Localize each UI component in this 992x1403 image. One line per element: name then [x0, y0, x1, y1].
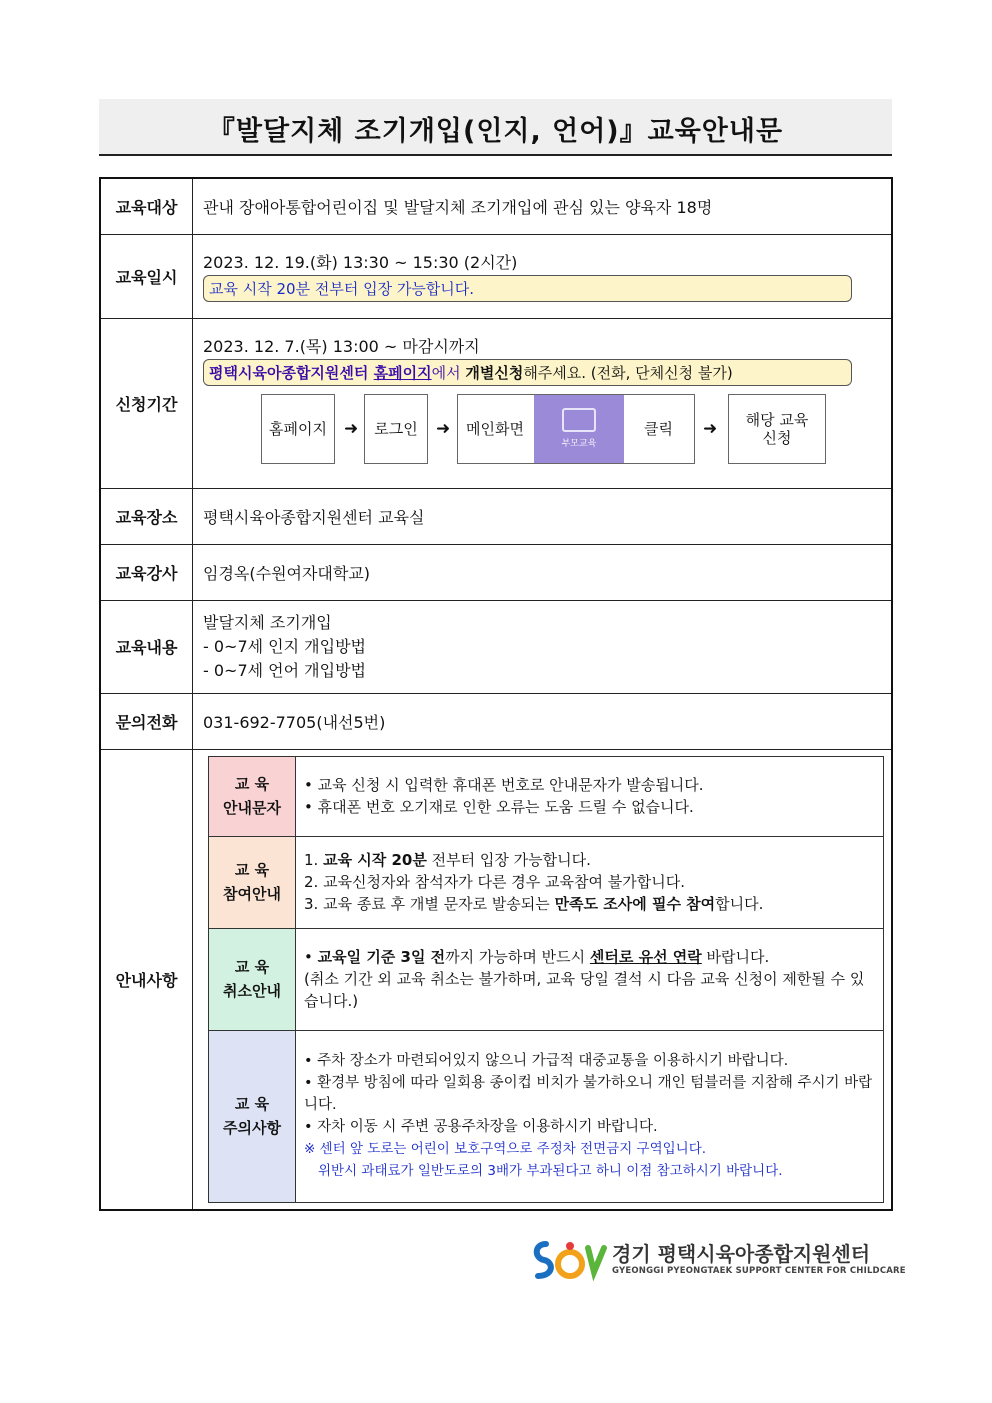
tile-caption: 부모교육 [561, 439, 597, 449]
logo-name-en: GYEONGGI PYEONGTAEK SUPPORT CENTER FOR CHILDCARE [612, 1266, 906, 1276]
notice-line: • 휴대폰 번호 오기재로 인한 오류는 도움 드릴 수 없습니다. [304, 798, 694, 817]
click-label: 클릭 [644, 420, 673, 438]
date-note: 교육 시작 20분 전부터 입장 가능합니다. [203, 275, 852, 302]
content-line: - 0~7세 인지 개입방법 [203, 636, 366, 656]
emph: 만족도 조사에 필수 참여 [554, 895, 716, 914]
note-text: 해주세요. (전화, 단체신청 불가) [523, 363, 733, 382]
homepage-link[interactable]: 홈페이지 [373, 363, 432, 382]
row-value: 임경옥(수원여자대학교) [193, 544, 893, 600]
logo-mark-icon [532, 1238, 612, 1282]
notice-label-top: 교 육 [234, 958, 270, 977]
emph: 센터로 유선 연락 [589, 948, 702, 967]
flow-step-main [457, 394, 695, 464]
apply-flow [203, 392, 881, 472]
period-note [203, 359, 852, 386]
center-name: 평택시육아종합지원센터 [209, 363, 374, 382]
parent-edu-icon [562, 408, 596, 432]
content-line: 발달지체 조기개입 [203, 612, 332, 632]
notice-label-bottom: 취소안내 [223, 982, 281, 1001]
arrow-right-icon: ➜ [344, 418, 359, 439]
row-notice [100, 749, 892, 1210]
row-period [100, 318, 892, 488]
notice-line: • 교육 신청 시 입력한 휴대폰 번호로 안내문자가 발송됩니다. [304, 776, 704, 795]
row-target [100, 178, 892, 234]
notice-line: (취소 기간 외 교육 취소는 불가하며, 교육 당일 결석 시 다음 교육 신청이 제한될 수 있습니다.) [304, 970, 865, 1011]
row-lecturer [100, 544, 892, 600]
content-line: - 0~7세 언어 개입방법 [203, 660, 366, 680]
row-label: 교육강사 [100, 544, 193, 600]
date-value: 2023. 12. 19.(화) 13:30 ~ 15:30 (2시간) [203, 252, 518, 272]
notice-label-top: 교 육 [234, 861, 270, 880]
notice-label-bottom: 주의사항 [223, 1119, 281, 1138]
notice-line: • 환경부 방침에 따라 일회용 종이컵 비치가 불가하오니 개인 텀블러를 지참해 주시기 바랍니다. [304, 1075, 873, 1114]
notice-sms [209, 756, 884, 836]
row-label: 교육대상 [100, 178, 193, 234]
period-value: 2023. 12. 7.(목) 13:00 ~ 마감시까지 [203, 336, 480, 356]
notice-cancel [209, 928, 884, 1030]
notice-label-top: 교 육 [234, 775, 270, 794]
row-label: 문의전화 [100, 693, 193, 749]
notice-label-top: 교 육 [234, 1095, 270, 1114]
notice-attend [209, 836, 884, 928]
arrow-right-icon: ➜ [703, 418, 718, 439]
emph: 교육 시작 20분 [323, 851, 427, 870]
notice-label-bottom: 안내문자 [223, 799, 281, 818]
text: 3. 교육 종료 후 개별 문자로 발송되는 [304, 895, 555, 914]
notice-caution [209, 1030, 884, 1202]
row-value: 평택시육아종합지원센터 교육실 [193, 488, 893, 544]
flow-step-main-label: 메인화면 [466, 420, 524, 438]
row-label: 안내사항 [100, 749, 193, 1210]
title-bar [99, 99, 892, 156]
row-label: 교육내용 [100, 600, 193, 693]
row-date [100, 234, 892, 318]
flow-step-apply: 해당 교육 신청 [728, 394, 826, 464]
row-label: 교육장소 [100, 488, 193, 544]
notice-table [208, 756, 884, 1203]
text: • [304, 948, 318, 967]
flow-step-login: 로그인 [364, 394, 428, 464]
notice-label-bottom: 참여안내 [223, 885, 281, 904]
notice-line: ※ 센터 앞 도로는 어린이 보호구역으로 주정차 전면금지 구역입니다. [304, 1141, 707, 1158]
notice-line: • 자차 이동 시 주변 공용주차장을 이용하시기 바랍니다. [304, 1119, 658, 1136]
flow-step-homepage: 홈페이지 [261, 394, 335, 464]
page-title: 『발달지체 조기개입(인지, 언어)』교육안내문 [207, 116, 784, 147]
notice-line: 2. 교육신청자와 참석자가 다른 경우 교육참여 불가합니다. [304, 873, 685, 892]
logo-name-ko: 경기 평택시육아종합지원센터 [612, 1242, 871, 1266]
row-label: 신청기간 [100, 318, 193, 488]
notice-line: 위반시 과태료가 일반도로의 3배가 부과된다고 하니 이점 참고하시기 바랍니다. [318, 1163, 783, 1180]
emph: 교육일 기준 3일 전 [317, 948, 446, 967]
parent-edu-tile[interactable] [534, 395, 624, 463]
row-label: 교육일시 [100, 234, 193, 318]
info-table [99, 177, 893, 1211]
notice-line [304, 849, 875, 871]
note-emph: 개별신청 [465, 363, 524, 382]
arrow-right-icon: ➜ [436, 418, 451, 439]
text: 바랍니다. [701, 948, 770, 967]
notice-line: • 주차 장소가 마련되어있지 않으니 가급적 대중교통을 이용하시기 바랍니다. [304, 1053, 789, 1070]
notice-line [304, 893, 875, 915]
text: 전부터 입장 가능합니다. [426, 851, 591, 870]
row-content [100, 600, 892, 693]
row-value: 관내 장애아통합어린이집 및 발달지체 조기개입에 관심 있는 양육자 18명 [193, 178, 893, 234]
row-value: 031-692-7705(내선5번) [193, 693, 893, 749]
text: 합니다. [715, 895, 764, 914]
text: 1. [304, 851, 324, 870]
text: 까지 가능하며 반드시 [445, 948, 590, 967]
notice-line [304, 946, 875, 968]
row-phone [100, 693, 892, 749]
note-text: 에서 [431, 363, 466, 382]
row-place [100, 488, 892, 544]
